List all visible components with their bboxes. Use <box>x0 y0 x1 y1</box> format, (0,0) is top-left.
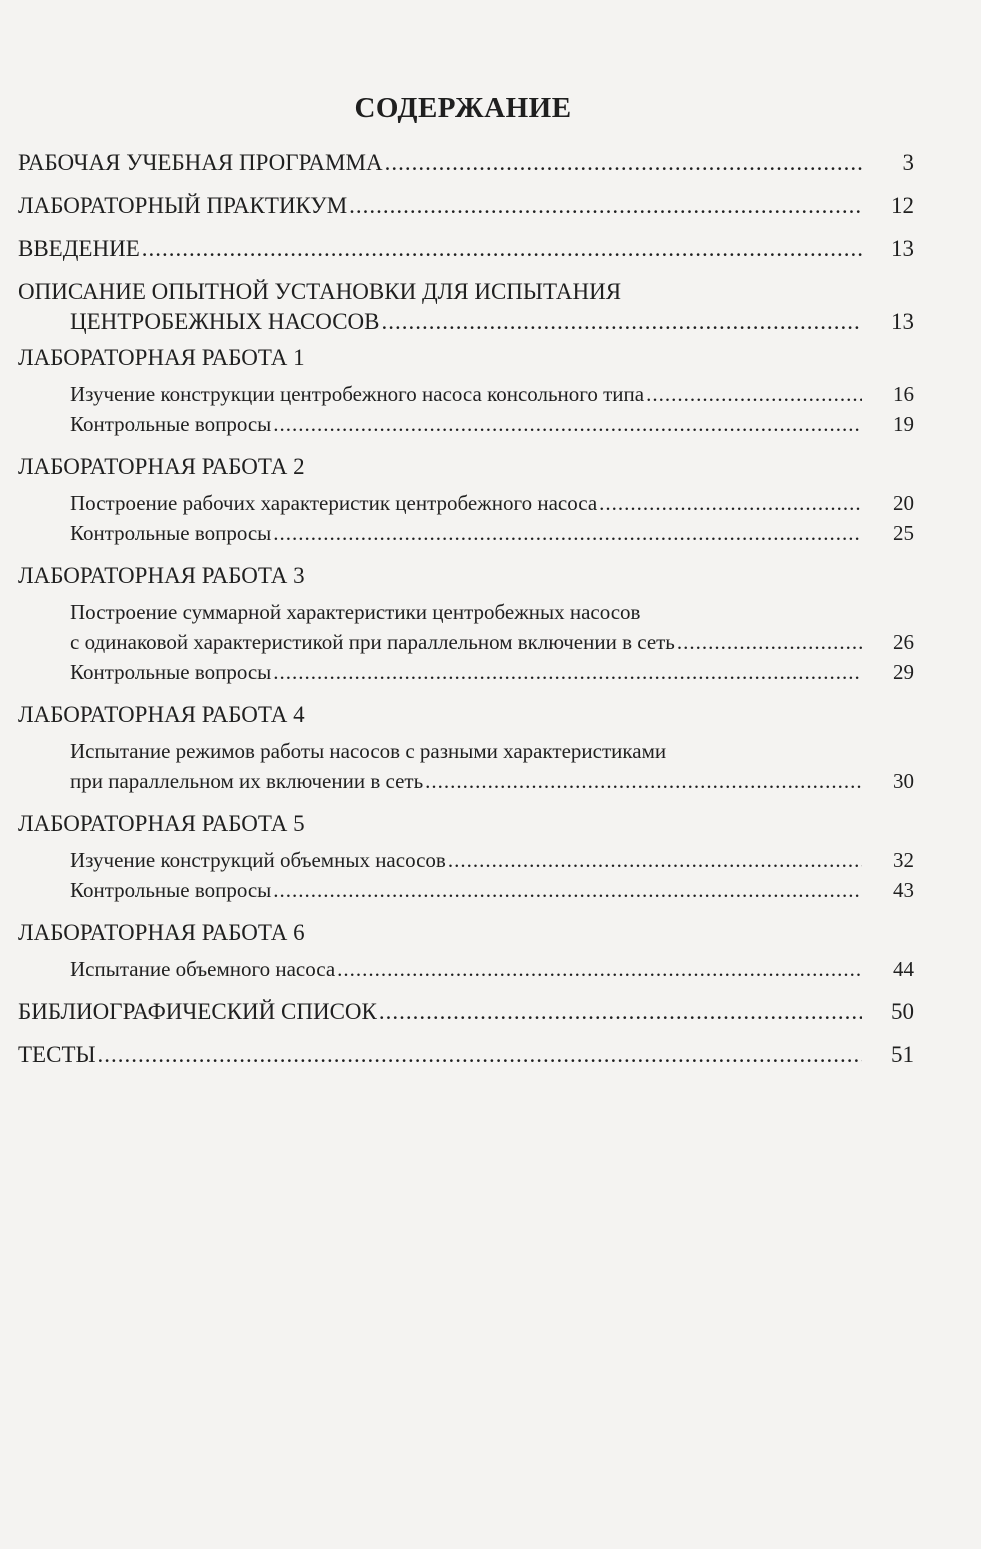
page-title: СОДЕРЖАНИЕ <box>354 92 572 124</box>
toc-section-heading: ЛАБОРАТОРНАЯ РАБОТА 6 <box>18 920 305 945</box>
toc-entry-title: Контрольные вопросы <box>70 660 272 684</box>
toc-page-number: 25 <box>893 521 914 545</box>
leader-dots <box>599 488 862 518</box>
leader-dots <box>273 518 862 548</box>
leader-dots <box>273 657 862 687</box>
toc-entry <box>18 307 914 337</box>
leader-dots <box>337 954 862 984</box>
leader-dots <box>349 191 862 221</box>
toc-entry-title: Построение рабочих характеристик центробежного насоса <box>70 491 598 515</box>
toc-entry-title: Контрольные вопросы <box>70 878 272 902</box>
toc-entry <box>18 766 914 796</box>
toc-entry-title: РАБОЧАЯ УЧЕБНАЯ ПРОГРАММА <box>18 150 383 175</box>
toc-page-number: 13 <box>891 309 914 334</box>
leader-dots <box>448 845 862 875</box>
toc-entry-title: БИБЛИОГРАФИЧЕСКИЙ СПИСОК <box>18 999 377 1024</box>
toc-page-number: 32 <box>893 848 914 872</box>
toc-entry-title: при параллельном их включении в сеть <box>70 769 424 793</box>
toc-page-number: 43 <box>893 878 914 902</box>
leader-dots <box>273 875 862 905</box>
toc-entry-line: Испытание режимов работы насосов с разными характеристиками <box>70 739 667 763</box>
toc-entry <box>18 148 914 178</box>
toc-section-heading: ЛАБОРАТОРНАЯ РАБОТА 5 <box>18 811 305 836</box>
toc-entry-title: ВВЕДЕНИЕ <box>18 236 140 261</box>
toc-entry <box>18 875 914 905</box>
leader-dots <box>273 409 862 439</box>
leader-dots <box>98 1040 862 1070</box>
toc-entry-title: Испытание объемного насоса <box>70 957 336 981</box>
leader-dots <box>142 234 862 264</box>
toc-entry-title: Изучение конструкций объемных насосов <box>70 848 446 872</box>
leader-dots <box>379 997 862 1027</box>
toc-entry-title: ТЕСТЫ <box>18 1042 96 1067</box>
leader-dots <box>677 627 862 657</box>
toc-page-number: 51 <box>891 1042 914 1067</box>
toc-entry <box>18 657 914 687</box>
toc-entry <box>18 1040 914 1070</box>
toc-entry <box>18 488 914 518</box>
toc-page-number: 3 <box>902 150 914 175</box>
leader-dots <box>425 766 862 796</box>
toc-entry-title: Контрольные вопросы <box>70 521 272 545</box>
toc-entry-title: Контрольные вопросы <box>70 412 272 436</box>
toc-entry <box>18 627 914 657</box>
toc-page-number: 50 <box>891 999 914 1024</box>
toc-entry <box>18 845 914 875</box>
toc-entry-title: с одинаковой характеристикой при параллельном включении в сеть <box>70 630 675 654</box>
toc-entry <box>18 954 914 984</box>
toc-entry <box>18 234 914 264</box>
toc-page-number: 26 <box>893 630 914 654</box>
toc-entry <box>18 518 914 548</box>
toc-page-number: 19 <box>893 412 914 436</box>
toc-entry-title: ЛАБОРАТОРНЫЙ ПРАКТИКУМ <box>18 193 348 218</box>
toc-entry-line: Построение суммарной характеристики центробежных насосов <box>70 600 641 624</box>
leader-dots <box>382 307 863 337</box>
toc-page-number: 20 <box>893 491 914 515</box>
toc-page-number: 13 <box>891 236 914 261</box>
toc-entry <box>18 409 914 439</box>
toc-entry <box>18 379 914 409</box>
toc-entry <box>18 191 914 221</box>
toc-page-number: 16 <box>893 382 914 406</box>
toc-page-number: 29 <box>893 660 914 684</box>
toc-section-heading: ЛАБОРАТОРНАЯ РАБОТА 3 <box>18 563 305 588</box>
toc-entry-title: Изучение конструкции центробежного насоса консольного типа <box>70 382 645 406</box>
toc-entry-title: ЦЕНТРОБЕЖНЫХ НАСОСОВ <box>70 309 380 334</box>
toc-page-number: 30 <box>893 769 914 793</box>
toc-entry-line: ОПИСАНИЕ ОПЫТНОЙ УСТАНОВКИ ДЛЯ ИСПЫТАНИЯ <box>18 279 622 304</box>
leader-dots <box>646 379 862 409</box>
toc-entry <box>18 997 914 1027</box>
toc-section-heading: ЛАБОРАТОРНАЯ РАБОТА 4 <box>18 702 305 727</box>
toc-page-number: 12 <box>891 193 914 218</box>
toc-section-heading: ЛАБОРАТОРНАЯ РАБОТА 2 <box>18 454 305 479</box>
leader-dots <box>385 148 862 178</box>
toc-section-heading: ЛАБОРАТОРНАЯ РАБОТА 1 <box>18 345 305 370</box>
table-of-contents <box>18 148 914 1070</box>
toc-page-number: 44 <box>893 957 914 981</box>
